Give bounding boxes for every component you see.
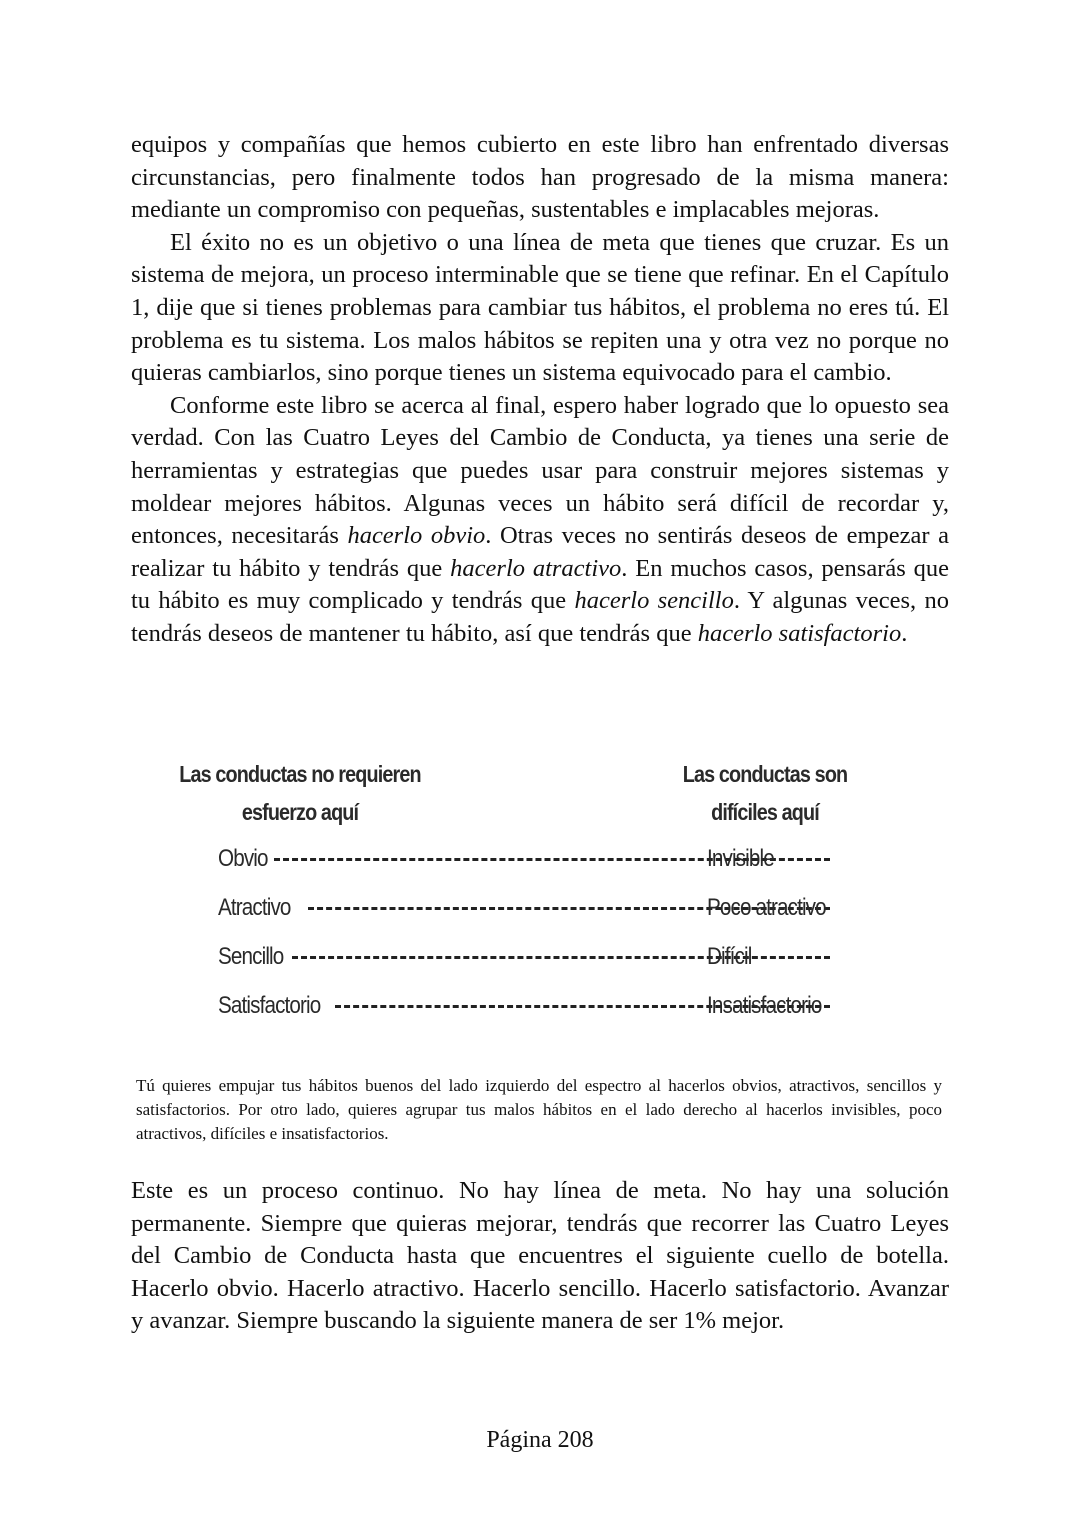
spectrum-row: [218, 943, 838, 971]
spectrum-row: [218, 992, 838, 1020]
spectrum-figure: [130, 755, 950, 1025]
text-segment: . Y algunas veces, no tendrás deseos de mantener tu hábito, así que tendrás que: [131, 587, 950, 647]
italic-segment: hacerlo obvio: [347, 522, 486, 550]
left-label: Satisfactorio: [218, 992, 321, 1019]
paragraph-2: El éxito no es un objetivo o una línea de meta que tienes que cruzar. Es un sistema de mejora, un proceso interminable que se tiene que refinar. En el Capítulo 1, dije que si tienes problemas para cambiar tus hábitos, el problema no eres tú. El problema es tu sistema. Los malos hábitos se repiten una y otra vez no porque no quieras cambiarlos, sino porque tienes un sistema equivocado para el cambio.: [131, 228, 949, 387]
right-label: Insatisfactorio: [707, 992, 822, 1019]
text-segment: Conforme este libro se acerca al final, espero haber logrado que lo opuesto sea verdad. Con las Cuatro Leyes del Cambio de Conducta, ya tienes una serie de herramientas y estrategias que puedes usar para construir mejores sistemas y moldear mejores hábitos. Algunas veces un hábito será difícil de recordar y, entonces, necesitarás: [131, 391, 949, 550]
left-label: Atractivo: [218, 894, 291, 921]
left-label: Obvio: [218, 845, 268, 872]
paragraph-continuation: [131, 129, 949, 651]
paragraph-1: equipos y compañías que hemos cubierto en este libro han enfrentado diversas circunstancias, pero finalmente todos han progresado de la misma manera: mediante un compromiso con pequeñas, sustentables e implacables mejoras.: [131, 131, 949, 224]
right-heading-line: difíciles aquí: [711, 799, 819, 825]
page-number: Página 208: [486, 1427, 594, 1453]
right-label: Difícil: [707, 943, 752, 970]
italic-segment: hacerlo atractivo: [450, 554, 622, 582]
spectrum-row: [218, 845, 838, 873]
left-heading: [154, 755, 446, 831]
right-label: Poco atractivo: [707, 894, 826, 921]
right-heading-line: Las conductas son: [682, 761, 848, 787]
right-label: Invisible: [707, 845, 774, 872]
text-segment: . Otras veces no sentirás deseos de empezar a realizar tu hábito y tendrás que: [131, 522, 949, 582]
italic-segment: hacerlo satisfactorio: [697, 619, 902, 647]
figure-caption: Tú quieres empujar tus hábitos buenos del lado izquierdo del espectro al hacerlos obvios, atractivos, sencillos y satisfactorios. Por otro lado, quieres agrupar tus malos hábitos en el lado derecho al hacerlos invisibles, poco atractivos, difíciles e insatisfactorios.: [136, 1076, 942, 1143]
text-segment: .: [901, 619, 908, 647]
left-label: Sencillo: [218, 943, 284, 970]
text-segment: . En muchos casos, pensarás que tu hábito es muy complicado y tendrás que: [131, 554, 949, 615]
italic-segment: hacerlo sencillo: [574, 587, 734, 615]
left-heading-line: Las conductas no requieren: [179, 761, 421, 787]
right-heading: [675, 755, 856, 831]
left-heading-line: esfuerzo aquí: [241, 799, 359, 825]
spectrum-row: [218, 894, 838, 922]
paragraph-3: [131, 390, 949, 651]
paragraph-4: Este es un proceso continuo. No hay línea de meta. No hay una solución permanente. Siempre que quieras mejorar, tendrás que recorrer las Cuatro Leyes del Cambio de Conducta hasta que encuentres el siguiente cuello de botella. Hacerlo obvio. Hacerlo atractivo. Hacerlo sencillo. Hacerlo satisfactorio. Avanzar y avanzar. Siempre buscando la siguiente manera de ser 1% mejor.: [131, 1177, 949, 1335]
